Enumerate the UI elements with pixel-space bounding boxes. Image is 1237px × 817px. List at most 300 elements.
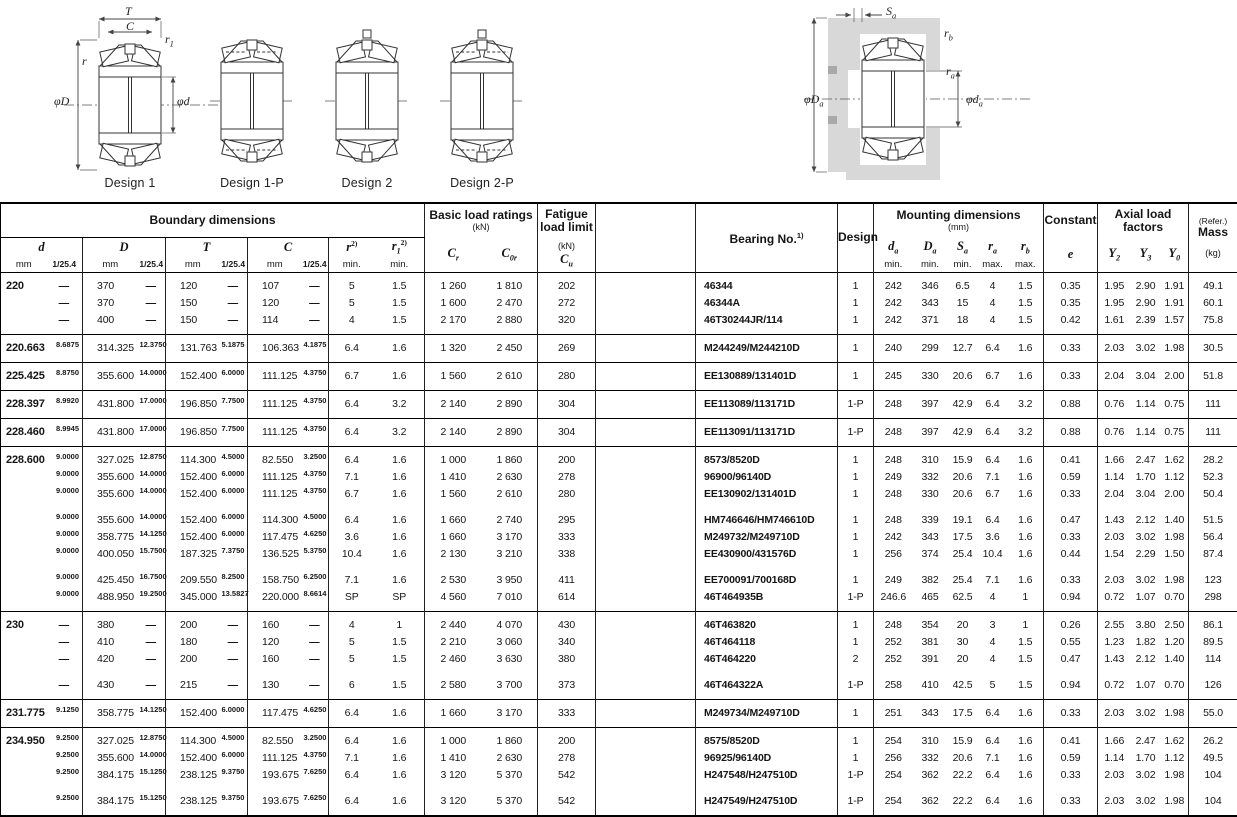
cell-Cu: 333 (538, 529, 596, 546)
spec-row (1, 611, 1237, 634)
cell-r1-min: 1.5 (375, 668, 425, 700)
cell-mass: 111 (1189, 418, 1237, 446)
cell-rb-max: 1.5 (1008, 312, 1044, 335)
header-mass: (Refer.) Mass (kg) (1189, 203, 1237, 272)
cell-Cu: 340 (538, 634, 596, 651)
cell-e: 0.41 (1044, 727, 1098, 750)
cell-design: 1 (838, 727, 874, 750)
cell-Cr: 1 260 (425, 272, 482, 295)
cell-r1-min: 1.6 (375, 362, 425, 390)
cell-Da-min: 339 (913, 503, 948, 529)
cell-bearing-no: EE130889/131401D (696, 362, 838, 390)
header-bearing-no: Bearing No.$^{1)}$ (696, 203, 838, 272)
inch-value: 12.8750 (140, 452, 167, 461)
cell-C-mm: 82.550 (248, 446, 302, 469)
cell-T-inch (220, 750, 248, 767)
cell-Y2: 2.55 (1098, 611, 1131, 634)
cell-C-inch (302, 503, 329, 529)
cell-C0r: 1 810 (482, 272, 538, 295)
cell-design: 1-P (838, 767, 874, 784)
cell-e: 0.94 (1044, 668, 1098, 700)
cell-Cu: 380 (538, 651, 596, 668)
dim-label-T: T (125, 4, 132, 19)
inch-value: 12.8750 (140, 733, 167, 742)
cell-C-mm: 136.525 (248, 546, 302, 563)
inch-value: 9.0000 (56, 512, 79, 521)
cell-bearing-no: 96925/96140D (696, 750, 838, 767)
cell-spacer (596, 295, 696, 312)
cell-Da-min: 332 (913, 469, 948, 486)
inch-value: 3.2500 (304, 733, 327, 742)
caption-design-2P: Design 2-P (432, 176, 532, 190)
cell-spacer (596, 546, 696, 563)
cell-bearing-no: M249734/M249710D (696, 699, 838, 727)
cell-Cu: 542 (538, 784, 596, 816)
cell-C-mm: 114 (248, 312, 302, 335)
cell-C-mm: 120 (248, 295, 302, 312)
cell-d-inch: — (47, 634, 83, 651)
cell-Da-min: 362 (913, 784, 948, 816)
cell-Da-min: 397 (913, 418, 948, 446)
cell-T-inch (220, 589, 248, 612)
spec-row (1, 503, 1237, 529)
header-boundary-dimensions: Boundary dimensions (1, 203, 425, 237)
cell-T-inch (220, 334, 248, 362)
cell-Y0: 1.91 (1161, 272, 1189, 295)
cell-C-mm: 82.550 (248, 727, 302, 750)
cell-Da-min: 343 (913, 529, 948, 546)
cell-Y0: 1.62 (1161, 446, 1189, 469)
header-sym-Y3: $Y_3$ (1131, 237, 1161, 272)
cell-rb-max: 1 (1008, 589, 1044, 612)
header-sym-Y0: $Y_0$ (1161, 237, 1189, 272)
inch-value: 8.6614 (304, 589, 327, 598)
cell-Cu: 200 (538, 446, 596, 469)
cell-C0r: 2 890 (482, 390, 538, 418)
spec-row (1, 486, 1237, 503)
cell-Y3: 2.12 (1131, 503, 1161, 529)
cell-r-min: 7.1 (329, 563, 375, 589)
cell-T-inch (220, 362, 248, 390)
cell-D-inch (138, 546, 166, 563)
cell-spacer (596, 503, 696, 529)
cell-T-mm: 238.125 (166, 784, 220, 816)
cell-d-mm (1, 469, 47, 486)
dim-label-phida: $\varphi d_a$ (966, 92, 983, 108)
cell-spacer (596, 390, 696, 418)
cell-T-mm: 114.300 (166, 446, 220, 469)
header-ra-max: max. (978, 257, 1008, 272)
cell-rb-max: 1.5 (1008, 272, 1044, 295)
cell-r-min: 5 (329, 634, 375, 651)
cell-d-mm: 230 (1, 611, 47, 634)
cell-D-inch (138, 418, 166, 446)
cell-Y2: 1.66 (1098, 727, 1131, 750)
cell-T-mm: 150 (166, 312, 220, 335)
cell-mass: 114 (1189, 651, 1237, 668)
cell-d-inch: — (47, 651, 83, 668)
cell-r1-min: 3.2 (375, 390, 425, 418)
cell-C-mm: 114.300 (248, 503, 302, 529)
cell-bearing-no: 8573/8520D (696, 446, 838, 469)
dim-label-phid: φd (177, 94, 190, 109)
cell-Y3: 1.07 (1131, 668, 1161, 700)
cell-da-min: 249 (874, 563, 913, 589)
cell-D-mm: 384.175 (83, 767, 138, 784)
cell-D-inch: — (138, 312, 166, 335)
inch-value: 17.0000 (140, 424, 167, 433)
cell-r1-min: 1.6 (375, 486, 425, 503)
cell-Da-min: 343 (913, 295, 948, 312)
cell-Y0: 1.57 (1161, 312, 1189, 335)
cell-ra-max: 4 (978, 634, 1008, 651)
cell-design: 1 (838, 634, 874, 651)
cell-da-min: 242 (874, 529, 913, 546)
cell-Cr: 1 660 (425, 529, 482, 546)
cell-D-inch (138, 486, 166, 503)
inch-value: 4.5000 (222, 452, 245, 461)
group-228.397 (1, 390, 1237, 418)
cell-r1-min: 1.6 (375, 563, 425, 589)
caption-design-1: Design 1 (80, 176, 180, 190)
inch-value: 7.7500 (222, 424, 245, 433)
header-axial-load-factors: Axial load factors (1098, 203, 1189, 237)
cell-bearing-no: 46T464935B (696, 589, 838, 612)
cell-Y2: 2.04 (1098, 362, 1131, 390)
cell-r-min: 6.7 (329, 486, 375, 503)
cell-D-mm: 400.050 (83, 546, 138, 563)
cell-ra-max: 6.4 (978, 334, 1008, 362)
inch-value: 6.0000 (222, 529, 245, 538)
cell-Sa-min: 15 (948, 295, 978, 312)
cell-r-min: 7.1 (329, 469, 375, 486)
cell-T-mm: 196.850 (166, 390, 220, 418)
cell-da-min: 248 (874, 611, 913, 634)
cell-D-mm: 370 (83, 272, 138, 295)
cell-Y0: 1.50 (1161, 546, 1189, 563)
cell-design: 1 (838, 563, 874, 589)
cell-bearing-no: EE700091/700168D (696, 563, 838, 589)
cell-T-mm: 238.125 (166, 767, 220, 784)
spec-row (1, 589, 1237, 612)
spacer-column (596, 203, 696, 272)
dim-label-phiD: φD (54, 94, 69, 109)
cell-D-inch (138, 589, 166, 612)
cell-C-mm: 193.675 (248, 784, 302, 816)
inch-value: 9.0000 (56, 469, 79, 478)
cell-d-inch (47, 767, 83, 784)
cell-Cu: 278 (538, 469, 596, 486)
inch-value: 14.0000 (140, 469, 167, 478)
cell-D-inch: — (138, 272, 166, 295)
cell-Y2: 1.95 (1098, 295, 1131, 312)
cell-Y2: 1.66 (1098, 446, 1131, 469)
cell-r-min: 3.6 (329, 529, 375, 546)
cell-Y3: 1.70 (1131, 469, 1161, 486)
cell-mass: 104 (1189, 784, 1237, 816)
cell-Sa-min: 22.2 (948, 767, 978, 784)
cell-r1-min: 1.6 (375, 727, 425, 750)
cell-C-inch (302, 362, 329, 390)
cell-rb-max: 1.6 (1008, 750, 1044, 767)
cell-design: 1 (838, 503, 874, 529)
cell-spacer (596, 750, 696, 767)
cell-da-min: 248 (874, 503, 913, 529)
cell-D-mm: 314.325 (83, 334, 138, 362)
cell-Y2: 1.54 (1098, 546, 1131, 563)
cell-Y3: 1.14 (1131, 418, 1161, 446)
dim-label-C: C (126, 19, 134, 34)
cell-r-min: 6.4 (329, 699, 375, 727)
cell-Y0: 2.00 (1161, 362, 1189, 390)
cell-Cu: 295 (538, 503, 596, 529)
cell-T-mm: 114.300 (166, 727, 220, 750)
cell-rb-max: 1.6 (1008, 503, 1044, 529)
cell-Cu: 202 (538, 272, 596, 295)
cell-da-min: 256 (874, 750, 913, 767)
cell-Y3: 3.02 (1131, 529, 1161, 546)
cell-r-min: SP (329, 589, 375, 612)
dim-label-Sa: $S_a$ (886, 4, 896, 20)
cell-Y0: 1.98 (1161, 334, 1189, 362)
cell-e: 0.88 (1044, 418, 1098, 446)
cell-C0r: 3 950 (482, 563, 538, 589)
cell-r-min: 6.7 (329, 362, 375, 390)
cell-design: 1-P (838, 390, 874, 418)
cell-mass: 50.4 (1189, 486, 1237, 503)
cell-spacer (596, 446, 696, 469)
cell-Cr: 4 560 (425, 589, 482, 612)
cell-d-inch: — (47, 668, 83, 700)
cell-ra-max: 10.4 (978, 546, 1008, 563)
cell-spacer (596, 469, 696, 486)
cell-d-inch (47, 334, 83, 362)
cell-bearing-no: M249732/M249710D (696, 529, 838, 546)
header-sym-Y2: $Y_2$ (1098, 237, 1131, 272)
cell-C-mm: 220.000 (248, 589, 302, 612)
cell-Cr: 1 000 (425, 727, 482, 750)
cell-ra-max: 6.4 (978, 767, 1008, 784)
cell-e: 0.47 (1044, 503, 1098, 529)
cell-Cu: 320 (538, 312, 596, 335)
cell-d-inch (47, 529, 83, 546)
cell-D-mm: 358.775 (83, 529, 138, 546)
cell-T-inch (220, 390, 248, 418)
cell-Y3: 2.39 (1131, 312, 1161, 335)
cell-e: 0.55 (1044, 634, 1098, 651)
cell-d-inch (47, 486, 83, 503)
inch-value: 8.9945 (56, 424, 79, 433)
header-unit-mm: mm (1, 257, 47, 272)
cell-d-inch (47, 390, 83, 418)
cell-Y0: 1.62 (1161, 727, 1189, 750)
cell-spacer (596, 272, 696, 295)
cell-spacer (596, 529, 696, 546)
header-sym-da: $d_a$ (874, 237, 913, 257)
cell-Y3: 1.14 (1131, 390, 1161, 418)
cell-r1-min: 1.6 (375, 446, 425, 469)
spec-row (1, 334, 1237, 362)
inch-value: 4.6250 (304, 529, 327, 538)
cell-spacer (596, 651, 696, 668)
cell-Cr: 1 600 (425, 295, 482, 312)
cell-C0r: 2 890 (482, 418, 538, 446)
spec-row (1, 418, 1237, 446)
cell-T-inch (220, 699, 248, 727)
cell-C-inch (302, 563, 329, 589)
cell-bearing-no: EE430900/431576D (696, 546, 838, 563)
cell-da-min: 254 (874, 767, 913, 784)
cell-Cu: 280 (538, 486, 596, 503)
cell-r-min: 7.1 (329, 750, 375, 767)
header-da-min: min. (874, 257, 913, 272)
dim-label-r1: $r_1$ (165, 32, 174, 48)
cell-Da-min: 382 (913, 563, 948, 589)
cell-Cr: 1 660 (425, 699, 482, 727)
inch-value: 9.2500 (56, 793, 79, 802)
cell-Da-min: 374 (913, 546, 948, 563)
header-constant: Constant (1044, 203, 1098, 237)
cell-D-mm: 384.175 (83, 784, 138, 816)
cell-rb-max: 3.2 (1008, 390, 1044, 418)
inch-value: 5.3750 (304, 546, 327, 555)
header-unit-mm: mm (83, 257, 138, 272)
cell-da-min: 252 (874, 651, 913, 668)
header-fatigue-load-limit: Fatigue load limit (538, 203, 596, 237)
cell-C0r: 5 370 (482, 784, 538, 816)
cell-d-inch: — (47, 312, 83, 335)
inch-value: 4.3750 (304, 396, 327, 405)
inch-value: 6.0000 (222, 750, 245, 759)
cell-Da-min: 410 (913, 668, 948, 700)
cell-ra-max: 4 (978, 589, 1008, 612)
header-unit-inch: 1/25.4 (138, 257, 166, 272)
cell-D-inch (138, 362, 166, 390)
cell-mass: 52.3 (1189, 469, 1237, 486)
header-unit-inch: 1/25.4 (220, 257, 248, 272)
cell-mass: 298 (1189, 589, 1237, 612)
cell-bearing-no: EE113089/113171D (696, 390, 838, 418)
cell-C-mm: 111.125 (248, 390, 302, 418)
cell-rb-max: 1.6 (1008, 699, 1044, 727)
cell-Cr: 2 530 (425, 563, 482, 589)
cell-Y0: 1.12 (1161, 750, 1189, 767)
cell-rb-max: 1.6 (1008, 784, 1044, 816)
cell-d-inch (47, 546, 83, 563)
inch-value: 15.1250 (140, 793, 167, 802)
cell-C-mm: 158.750 (248, 563, 302, 589)
cell-d-mm: 234.950 (1, 727, 47, 750)
cell-Y3: 3.02 (1131, 699, 1161, 727)
cell-Y0: 0.70 (1161, 589, 1189, 612)
cell-mass: 104 (1189, 767, 1237, 784)
cell-r-min: 5 (329, 651, 375, 668)
cell-Y0: 0.70 (1161, 668, 1189, 700)
cell-Da-min: 330 (913, 362, 948, 390)
cell-C0r: 2 880 (482, 312, 538, 335)
cell-ra-max: 7.1 (978, 750, 1008, 767)
cell-D-inch (138, 727, 166, 750)
cell-D-mm: 410 (83, 634, 138, 651)
cell-Y0: 0.75 (1161, 418, 1189, 446)
cell-ra-max: 6.4 (978, 784, 1008, 816)
cell-spacer (596, 486, 696, 503)
inch-value: 8.9920 (56, 396, 79, 405)
cell-T-inch (220, 727, 248, 750)
cell-r1-min: 1.6 (375, 699, 425, 727)
cell-T-inch (220, 418, 248, 446)
cell-d-inch (47, 503, 83, 529)
cell-D-mm: 488.950 (83, 589, 138, 612)
cell-d-inch: — (47, 611, 83, 634)
cell-C-mm: 120 (248, 634, 302, 651)
cell-D-inch (138, 503, 166, 529)
cell-Y0: 1.20 (1161, 634, 1189, 651)
cell-rb-max: 1.5 (1008, 651, 1044, 668)
cell-r1-min: 1.6 (375, 469, 425, 486)
cell-C0r: 7 010 (482, 589, 538, 612)
spec-row (1, 446, 1237, 469)
inch-value: 13.5827 (222, 589, 249, 598)
inch-value: 7.6250 (304, 793, 327, 802)
cell-d-mm (1, 486, 47, 503)
cell-bearing-no: 46T464322A (696, 668, 838, 700)
cell-r1-min: 1.6 (375, 750, 425, 767)
header-sym-T: T (166, 237, 248, 257)
cell-mass: 123 (1189, 563, 1237, 589)
dim-label-r: r (82, 54, 87, 69)
cell-Cr: 1 000 (425, 446, 482, 469)
cell-rb-max: 1.6 (1008, 529, 1044, 546)
cell-rb-max: 1.5 (1008, 634, 1044, 651)
cell-C-inch: — (302, 295, 329, 312)
cell-design: 1 (838, 469, 874, 486)
spec-row (1, 727, 1237, 750)
cell-r1-min: 1 (375, 611, 425, 634)
header-unit-inch: 1/25.4 (302, 257, 329, 272)
cell-da-min: 246.6 (874, 589, 913, 612)
cell-r1-min: 1.5 (375, 634, 425, 651)
cell-D-mm: 355.600 (83, 362, 138, 390)
cell-da-min: 258 (874, 668, 913, 700)
spec-row (1, 668, 1237, 700)
header-sym-ra: $r_a$ (978, 237, 1008, 257)
cell-C-inch (302, 529, 329, 546)
cell-Y0: 1.98 (1161, 563, 1189, 589)
cell-D-inch (138, 563, 166, 589)
cell-ra-max: 6.4 (978, 727, 1008, 750)
header-sym-r1: $r_1^{2)}$ (375, 237, 425, 257)
group-228.600 (1, 446, 1237, 611)
cell-da-min: 248 (874, 486, 913, 503)
spec-row (1, 362, 1237, 390)
cell-Y3: 3.04 (1131, 486, 1161, 503)
spec-table (0, 202, 1237, 817)
cell-e: 0.47 (1044, 651, 1098, 668)
cell-da-min: 249 (874, 469, 913, 486)
inch-value: 9.3750 (222, 767, 245, 776)
header-Sa-min: min. (948, 257, 978, 272)
cell-Y2: 0.76 (1098, 418, 1131, 446)
cell-e: 0.33 (1044, 486, 1098, 503)
cell-mass: 75.8 (1189, 312, 1237, 335)
cell-C-inch (302, 446, 329, 469)
cell-bearing-no: 46T463820 (696, 611, 838, 634)
inch-value: 6.0000 (222, 486, 245, 495)
cell-d-mm (1, 668, 47, 700)
inch-value: 6.0000 (222, 469, 245, 478)
cell-r-min: 4 (329, 611, 375, 634)
